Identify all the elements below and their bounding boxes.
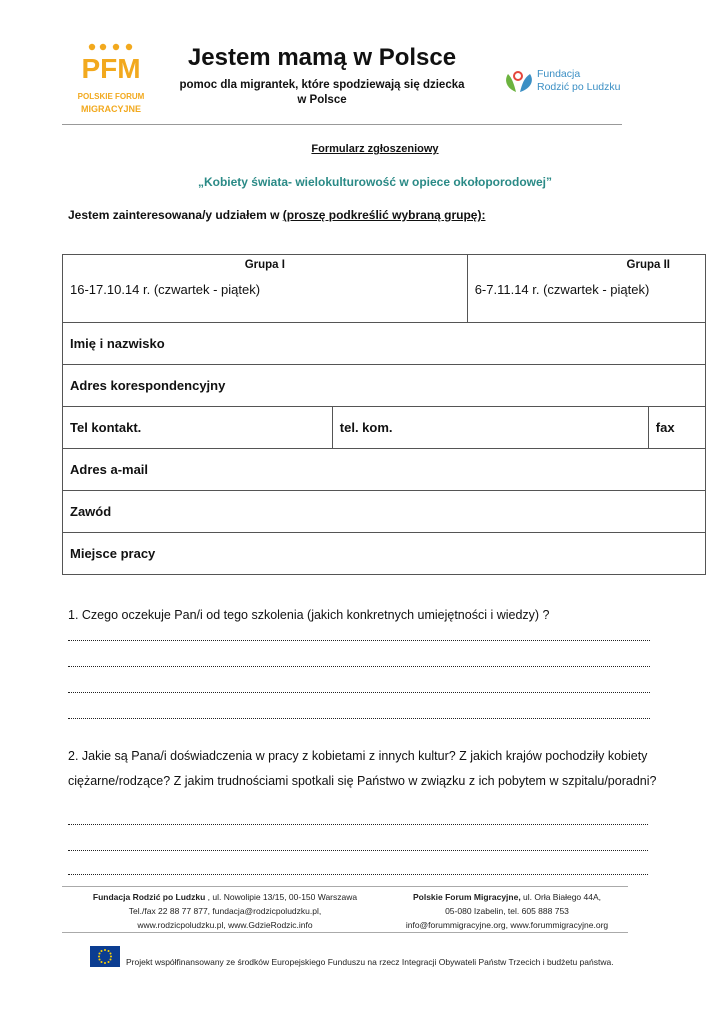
footer-left-contact: Tel./fax 22 88 77 877, fundacja@rodzicpoludzku.pl, — [128, 906, 322, 916]
name-label: Imię i nazwisko — [70, 336, 165, 351]
page-title: Jestem mamą w Polsce — [187, 44, 457, 71]
pfm-logo-letters: PFM — [81, 53, 141, 84]
subtitle-line-1: pomoc dla migrantek, które spodziewają się dziecka — [179, 79, 465, 91]
group-2-heading: Grupa II — [626, 259, 670, 271]
answer-line[interactable] — [68, 874, 648, 875]
interest-prefix: Jestem zainteresowana/y udziałem w — [68, 208, 283, 222]
mobile-field[interactable] — [332, 407, 648, 449]
question-2-line-2: ciężarne/rodzące? Z jakim trudnościami spotkali się Państwo w związku z ich pobytem w szpitalu/poradni? — [68, 774, 657, 788]
page-subtitle — [172, 78, 472, 108]
address-field[interactable] — [63, 365, 706, 407]
group-2-date: 6-7.11.14 r. (czwartek - piątek) — [474, 282, 650, 297]
footer-divider-bottom — [62, 932, 628, 933]
footer-pfm-info — [362, 890, 652, 932]
footer-right-org: Polskie Forum Migracyjne, — [412, 892, 521, 902]
name-field[interactable] — [63, 323, 706, 365]
answer-line[interactable] — [68, 824, 648, 825]
phone-field[interactable] — [63, 407, 333, 449]
foundation-line-2: Rodzić po Ludzku — [537, 81, 621, 93]
email-label: Adres a-mail — [70, 462, 149, 477]
workplace-field[interactable] — [63, 533, 706, 575]
subtitle-line-2: w Polsce — [297, 94, 347, 106]
foundation-line-1: Fundacja — [537, 68, 581, 80]
group-2-cell[interactable] — [467, 255, 705, 323]
profession-label: Zawód — [70, 504, 112, 519]
phone-label: Tel kontakt. — [70, 420, 142, 435]
pfm-logo-line1: POLSKIE FORUM — [77, 92, 145, 101]
profession-field[interactable] — [63, 491, 706, 533]
question-2 — [68, 744, 688, 794]
eu-funding-note: Projekt współfinansowany ze środków Europejskiego Funduszu na rzecz Integracji Obywateli Państw Trzecich i budżetu państwa. — [126, 957, 614, 967]
group-1-heading: Grupa I — [244, 259, 285, 271]
foundation-name — [537, 68, 620, 94]
answer-line[interactable] — [68, 850, 648, 851]
fax-label: fax — [655, 420, 675, 435]
fax-field[interactable] — [648, 407, 705, 449]
answer-line[interactable] — [68, 640, 650, 641]
question-2-line-1: 2. Jakie są Pana/i doświadczenia w pracy z kobietami z innych kultur? Z jakich krajów pochodziły kobiety — [68, 749, 648, 763]
group-1-cell[interactable] — [63, 255, 468, 323]
footer-left-web: www.rodzicpoludzku.pl, www.GdzieRodzic.info — [137, 920, 313, 930]
form-subtitle: „Kobiety świata- wielokulturowość w opiece okołoporodowej” — [197, 175, 553, 189]
mobile-label: tel. kom. — [339, 420, 393, 435]
email-field[interactable] — [63, 449, 706, 491]
address-label: Adres korespondencyjny — [70, 378, 226, 393]
foundation-leaf-icon — [502, 66, 536, 96]
question-1: 1. Czego oczekuje Pan/i od tego szkolenia (jakich konkretnych umiejętności i wiedzy) ? — [68, 608, 550, 622]
footer-right-contact: 05-080 Izabelin, tel. 605 888 753 — [445, 906, 569, 916]
application-form-table — [62, 254, 706, 575]
workplace-label: Miejsce pracy — [70, 546, 156, 561]
interest-statement — [68, 208, 485, 222]
header-divider — [62, 124, 622, 125]
footer-left-org: Fundacja Rodzić po Ludzku — [92, 892, 206, 902]
footer-right-address: ul. Orła Białego 44A, — [520, 892, 602, 902]
footer-divider-top — [62, 886, 628, 887]
answer-line[interactable] — [68, 718, 650, 719]
footer-foundation-info — [80, 890, 370, 932]
footer-left-address: , ul. Nowolipie 13/15, 00-150 Warszawa — [205, 892, 358, 902]
pfm-logo — [77, 42, 145, 122]
footer-right-web: info@forummigracyjne.org, www.forummigracyjne.org — [405, 920, 609, 930]
interest-instruction: (proszę podkreślić wybraną grupę): — [282, 208, 486, 222]
pfm-logo-line2: MIGRACYJNE — [80, 104, 142, 114]
answer-line[interactable] — [68, 666, 650, 667]
group-1-date: 16-17.10.14 r. (czwartek - piątek) — [70, 282, 261, 297]
eu-flag-icon — [90, 946, 120, 967]
form-title: Formularz zgłoszeniowy — [311, 143, 439, 155]
answer-line[interactable] — [68, 692, 650, 693]
